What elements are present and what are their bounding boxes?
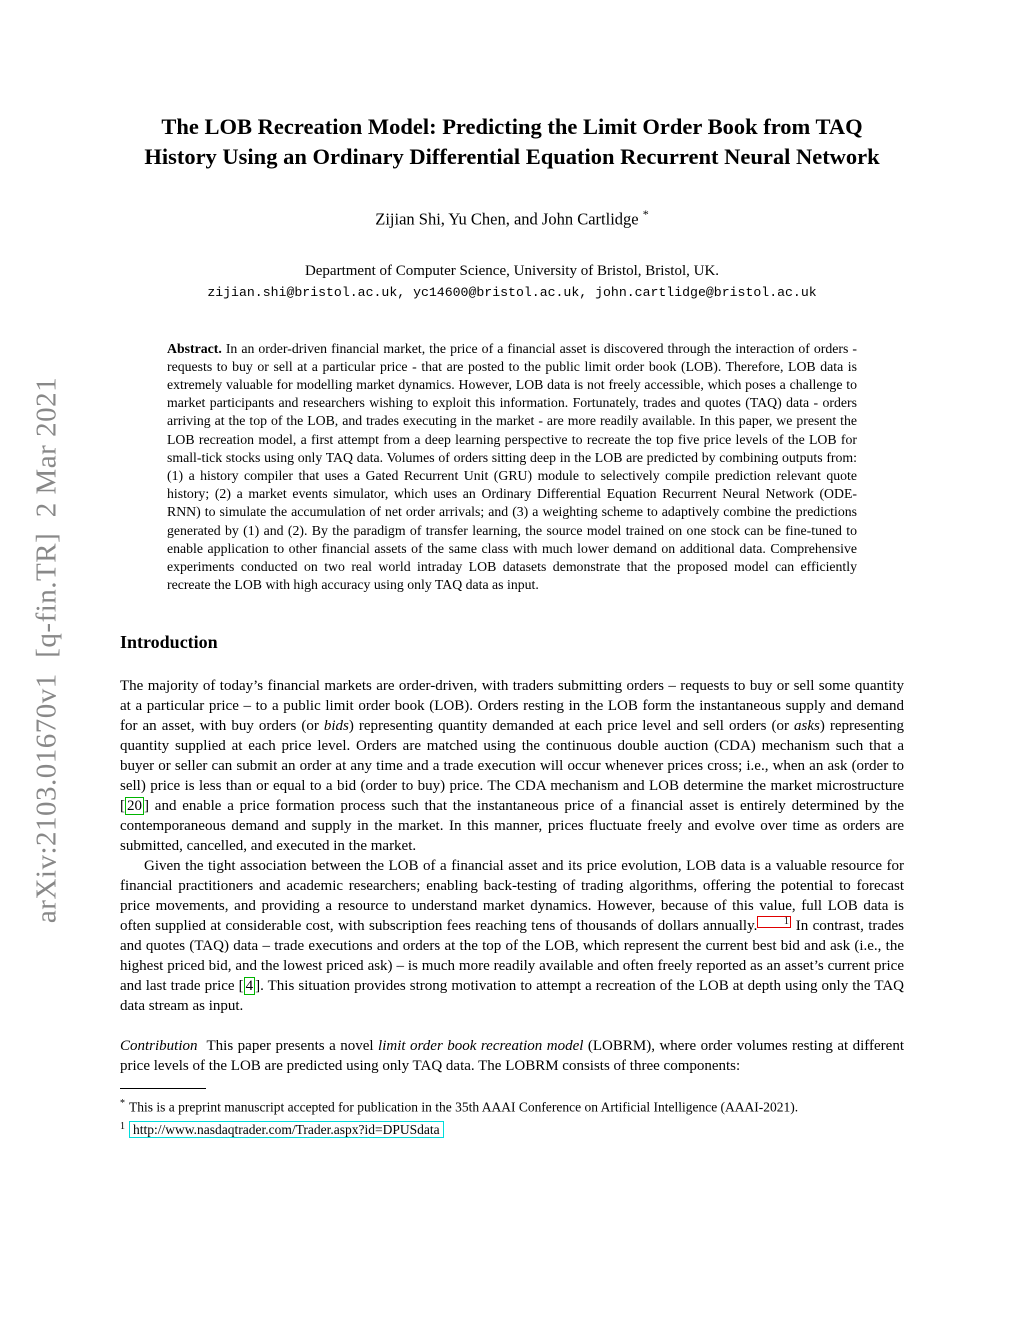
intro-paragraph-1 xyxy=(120,676,904,856)
citation-link-20[interactable]: 20 xyxy=(127,798,142,815)
footnote-star-mark: * xyxy=(120,1098,125,1110)
paragraph-text: ]. This situation provides strong motivation to attempt a recreation of the LOB at depth using only the TAQ data stream as input. xyxy=(120,978,904,1015)
footnote-1-mark: 1 xyxy=(120,1120,125,1132)
abstract-text: In an order-driven financial market, the price of a financial asset is discovered through the interaction of orders - requests to buy or sell at a particular price - that are posted to the public limit order book (LOB). Therefore, LOB data is extremely valuable for modelling market dynamics. However, LOB data is not freely accessible, which poses a challenge to market participants and researchers wishing to exploit this information. Fortunately, trades and quotes (TAQ) data - orders arriving at the top of the LOB, and trades executing in the market - are more readily available. In this paper, we present the LOB recreation model, a first attempt from a deep learning perspective to recreate the top five price levels of the LOB for small-tick stocks using only TAQ data. Volumes of orders sitting deep in the LOB are predicted by combining outputs from: (1) a history compiler that uses a Gated Recurrent Unit (GRU) module to selectively compile prediction relevant quote history; (2) a market events simulator, which uses an Ordinary Differential Equation Recurrent Neural Network (ODE-RNN) to simulate the accumulation of net order arrivals; and (3) a weighting scheme to adaptively combine the predictions generated by (1) and (2). By the paradigm of transfer learning, the source model trained on one stock can be fine-tuned to enable application to other financial assets of the same class with much lower demand on additional data. Comprehensive experiments conducted on two real world intraday LOB datasets demonstrate that the proposed model can efficiently recreate the LOB with high accuracy using only TAQ data as input. xyxy=(167,340,857,593)
intro-paragraph-2 xyxy=(120,856,904,1016)
footnote-star-text: This is a preprint manuscript accepted for publication in the 35th AAAI Conference on Artificial Intelligence (AAAI-2021). xyxy=(129,1099,799,1115)
author-emails: zijian.shi@bristol.ac.uk, yc14600@bristol.ac.uk, john.cartlidge@bristol.ac.uk xyxy=(207,284,817,300)
author-line xyxy=(120,207,904,230)
arxiv-watermark: arXiv:2103.01670v1 [q-fin.TR] 2 Mar 2021 xyxy=(30,376,63,924)
paragraph-text: This paper presents a novel xyxy=(206,1038,379,1055)
contribution-paragraph xyxy=(120,1036,904,1076)
footnote-star xyxy=(120,1094,904,1117)
footnotes xyxy=(120,1094,904,1139)
paper-title-line1: The LOB Recreation Model: Predicting the Limit Order Book from TAQ xyxy=(161,114,863,139)
paragraph-text: The majority of today’s financial markets are order-driven, with traders submitting orders – requests to buy or sell some quantity at a particular price – to a public limit order book (LOB). Orders resting in the LOB form the instantaneous supply and demand for an asset, with buy orders (or xyxy=(120,678,904,735)
paper-page xyxy=(120,0,904,1139)
footnote-1 xyxy=(120,1117,904,1140)
author-names: Zijian Shi, Yu Chen, and John Cartlidge xyxy=(375,209,639,229)
paragraph-text: ] and enable a price formation process such that the instantaneous price of a financial asset is entirely determined by the contemporaneous demand and supply in the market. In this manner, prices fluctuate freely and evolve over time as orders are submitted, cancelled, and executed in the market. xyxy=(120,798,904,855)
abstract-label: Abstract. xyxy=(167,340,222,356)
paragraph-text: In contrast, trades and quotes (TAQ) data – trade executions and orders at the top of the LOB, which represent the current best bid and ask (i.e., the highest priced bid, and the lowest priced ask) – is much more readily available and often freely reported as an asset’s current price and last trade price [ xyxy=(120,918,905,995)
paragraph-text: ) representing quantity supplied at each price level. Orders are matched using the continuous double auction (CDA) mechanism such that a buyer or seller can submit an order at any time and a trade execution will occur whenever prices cross; i.e., when an ask (order to sell) price is less than or equal to a bid (order to buy) price. The CDA mechanism and LOB determine the market microstructure [ xyxy=(120,718,904,815)
italic-term-lobrm: limit order book recreation model xyxy=(378,1038,584,1055)
footnote-url-link[interactable]: http://www.nasdaqtrader.com/Trader.aspx?id=DPUSdata xyxy=(129,1121,444,1138)
footnote-ref-1[interactable]: 1 xyxy=(757,916,791,928)
footnote-rule xyxy=(120,1088,206,1089)
paragraph-text: (LOBRM), where order volumes resting at different price levels of the LOB are predicted using only TAQ data. The LOBRM consists of three components: xyxy=(120,1038,904,1075)
paper-title xyxy=(120,112,904,172)
paragraph-text: ) representing quantity demanded at each price level and sell orders (or xyxy=(348,718,794,735)
abstract xyxy=(167,340,857,595)
author-footnote-star: * xyxy=(642,207,649,221)
affiliation: Department of Computer Science, University of Bristol, Bristol, UK. xyxy=(304,262,720,279)
contribution-lead: Contribution xyxy=(120,1038,198,1055)
italic-term-bids: bids xyxy=(323,718,349,735)
paragraph-text: Given the tight association between the LOB of a financial asset and its price evolution, LOB data is a valuable resource for financial practitioners and academic researchers; enabling back-testing of trading algorithms, offering the potential to forecast price movements, and providing a resource to understand market dynamics. However, because of this value, full LOB data is often supplied at considerable cost, with subscription fees reaching tens of thousands of dollars annually. xyxy=(120,858,904,935)
citation-link-4[interactable]: 4 xyxy=(245,978,254,995)
italic-term-asks: asks xyxy=(794,718,820,735)
paper-title-line2: History Using an Ordinary Differential Equation Recurrent Neural Network xyxy=(144,144,880,169)
section-heading-introduction: Introduction xyxy=(120,632,218,653)
